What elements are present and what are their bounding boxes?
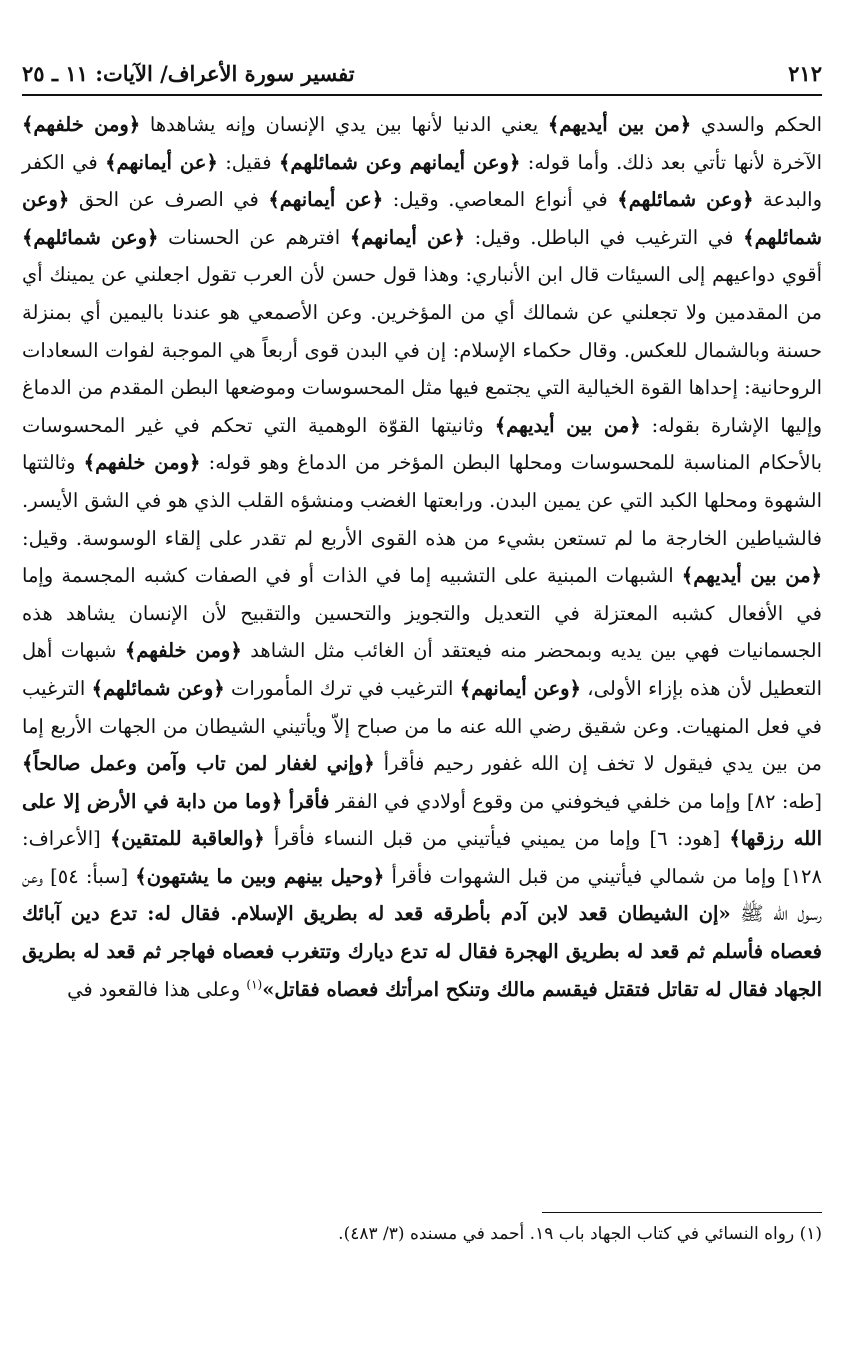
running-title: تفسير سورة الأعراف/ الآيات: ١١ ـ ٢٥ xyxy=(22,60,355,86)
text-segment: في الصرف عن الحق xyxy=(69,188,269,212)
text-segment: [طه: ٨٢] وإما من خلفي فيخوفني من وقوع أولادي في الفقر xyxy=(329,789,822,813)
text-segment: الترغيب في فعل المنهيات. وعن شقيق رضي الله عنه ما من صباح إلاّ ويأتيني الشيطان من الجهات الأربع إما من بين يدي فيقول لا تخف إن الله غفور رحيم فأقرأ xyxy=(22,676,822,776)
quran-quote: ﴿ومن خلفهم﴾ xyxy=(22,113,141,136)
text-segment: وثانيتها القوّة الوهمية التي تحكم في غير المحسوسات بالأحكام المناسبة للمحسوسات ومحلها البطن المؤخر من الدماغ وهو قوله: xyxy=(22,413,823,475)
text-segment: وعلى هذا فالقعود في xyxy=(67,977,247,1001)
text-segment: فأقرأ xyxy=(288,789,330,813)
text-segment: الحكم والسدي xyxy=(691,113,822,136)
text-segment: الآخرة لأنها تأتي بعد ذلك. وأما قوله: xyxy=(520,150,822,174)
quran-quote: ﴿من بين أيديهم﴾ xyxy=(547,113,692,136)
footnote: (١) رواه النسائي في كتاب الجهاد باب ١٩. أحمد في مسنده (٣/ ٤٨٣). xyxy=(338,1224,822,1244)
quran-quote: ﴿وإني لغفار لمن تاب وآمن وعمل صالحاً﴾ xyxy=(22,752,375,776)
quran-quote: ﴿وعن أيمانهم﴾ xyxy=(459,676,581,700)
page-number: ٢١٢ xyxy=(788,60,822,86)
quran-quote: ﴿وعن أيمانهم وعن شمائلهم﴾ xyxy=(278,150,521,174)
quran-quote: ﴿عن أيمانهم﴾ xyxy=(105,150,218,174)
quran-quote: ﴿ومن خلفهم﴾ xyxy=(83,451,201,475)
quran-quote: ﴿من بين أيديهم﴾ xyxy=(494,413,641,437)
footnote-rule xyxy=(542,1212,822,1213)
quran-quote: ﴿وعن شمائلهم﴾ xyxy=(22,225,159,249)
text-segment: يعني الدنيا لأنها بين يدي الإنسان وإنه يشاهدها xyxy=(140,113,548,136)
text-segment: في الترغيب في الباطل. وقيل: xyxy=(464,225,744,249)
text-segment: في أنواع المعاصي. وقيل: xyxy=(383,188,618,212)
quran-quote: ﴿وعن شمائلهم﴾ xyxy=(91,676,225,700)
body-text xyxy=(22,106,822,1008)
text-segment: افترهم عن الحسنات xyxy=(158,225,350,249)
quran-quote: ﴿عن أيمانهم﴾ xyxy=(349,225,465,249)
quran-quote: ﴿وعن شمائلهم﴾ xyxy=(22,188,822,249)
quran-quote: ﴿عن أيمانهم﴾ xyxy=(268,188,384,212)
quran-quote: ﴿ومن خلفهم﴾ xyxy=(124,639,242,663)
quran-quote: ﴿وحيل بينهم وبين ما يشتهون﴾ xyxy=(135,864,385,888)
text-segment: الترغيب في ترك المأمورات xyxy=(224,676,460,700)
paragraph xyxy=(22,106,822,1008)
text-segment: أقوي دواعيهم إلى السيئات قال ابن الأنباري: وهذا قول حسن لأن العرب تقول اجعلني عن يمينك أي من المقدمين ولا تجعلني عن شمالك أي من المؤخرين. وعن الأصمعي هو عندنا باليمين أي بمنزلة حسنة وبالشمال للعكس. وقال حكماء الإسلام: إن في البدن قوى أربعاً هي الموجبة لفوات السعادات الروحانية: إحداها القوة الخيالية التي يجتمع فيها مثل المحسوسات وموضعها البطن المقدم من الدماغ وإليها الإشارة بقوله: xyxy=(22,263,822,437)
text-segment: في الكفر والبدعة xyxy=(22,150,823,212)
text-segment: فقيل: xyxy=(217,150,279,174)
hadith-quote: «إن الشيطان قعد لابن آدم بأطرقه قعد له بطريق الإسلام. فقال له: تدع دين آبائك فعصاه فأسلم ثم قعد له بطريق الهجرة فقال له تدع ديارك وتتغرب فعصاه فهاجر ثم قعد له بطريق الجهاد فقال له تقاتل فتقتل فيقسم مالك وتنكح امرأتك فعصاه فقاتل» xyxy=(22,902,822,1001)
quran-quote: ﴿وعن شمائلهم﴾ xyxy=(617,188,754,212)
quran-quote: ﴿والعاقبة للمتقين﴾ xyxy=(110,827,265,851)
footnote-marker: (١) xyxy=(246,977,263,992)
text-segment: وثالثتها الشهوة ومحلها الكبد التي عن يمين البدن. ورابعتها الغضب ومنشؤه القلب الذي هو في الشق الأيسر. فالشياطين الخارجة ما لم تستعن بشيء من هذه القوى الأربع لم تقدر على إلقاء الوسوسة. وقيل: xyxy=(22,451,822,550)
text-segment: [سبأ: ٥٤] وعن رسول الله ﷺ xyxy=(22,864,822,926)
text-segment: [هود: ٦] وإما من يميني فيأتيني من قبل النساء فأقرأ xyxy=(264,827,730,851)
text-segment: الشبهات المبنية على التشبيه إما في الذات أو في الصفات كشبه المجسمة وإما في الأفعال كشبه المعتزلة في التعديل والتجويز والتحسين والتقبيح لأن الإنسان يشاهد هذه الجسمانيات فهي بين يديه وبمحضر منه فيعتقد أن الغائب مثل الشاهد xyxy=(22,564,822,663)
text-segment: شبهات أهل التعطيل لأن هذه بإزاء الأولى، xyxy=(22,639,822,700)
quran-quote: ﴿وما من دابة في الأرض إلا على الله رزقها﴾ xyxy=(22,789,822,851)
text-segment: [الأعراف: ١٢٨] وإما من شمالي فيأتيني من قبل الشهوات فأقرأ xyxy=(22,827,822,888)
running-head xyxy=(22,56,822,90)
header-rule xyxy=(22,94,822,96)
quran-quote: ﴿من بين أيديهم﴾ xyxy=(681,564,822,588)
